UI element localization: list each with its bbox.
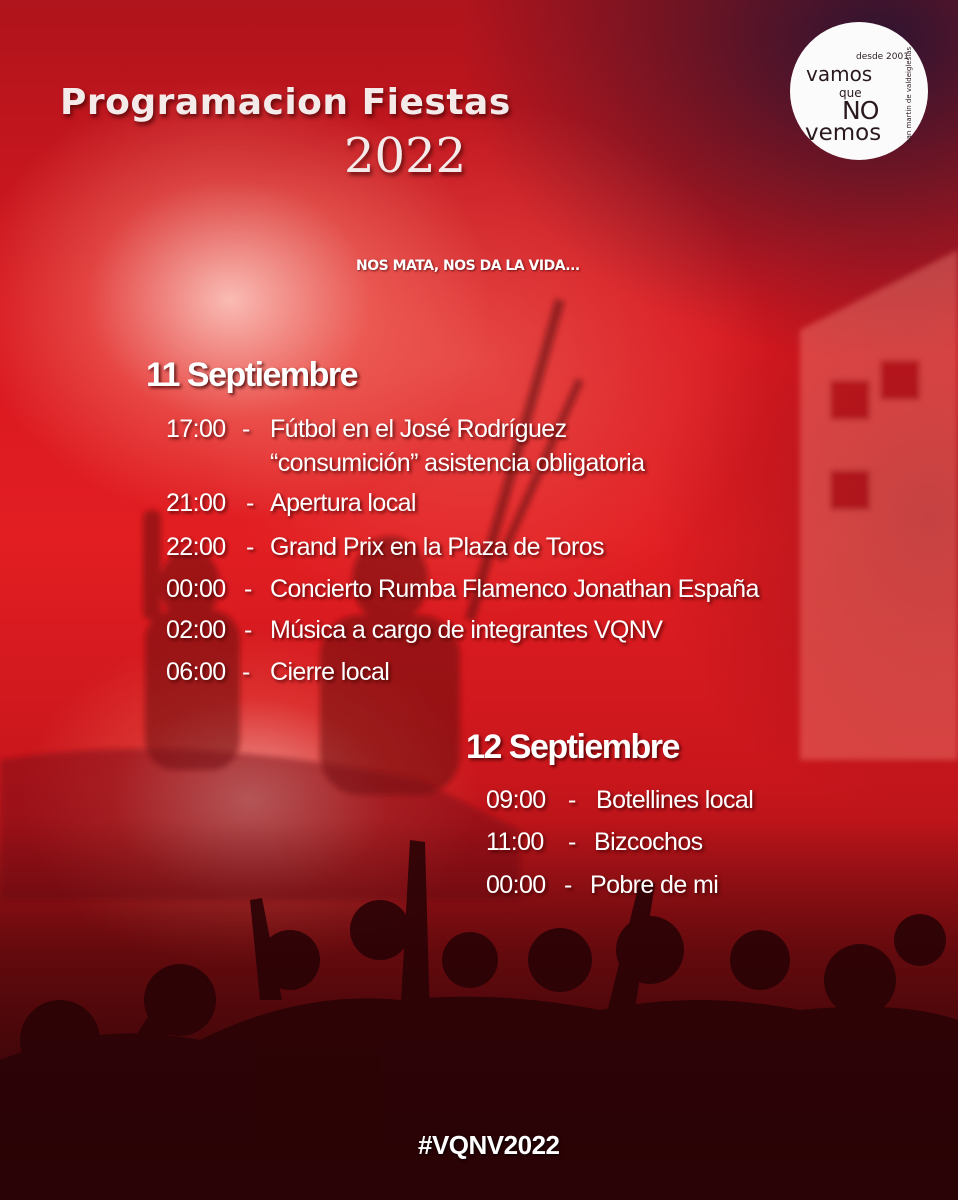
event-separator: - [568,786,576,814]
event-separator: - [568,828,576,856]
event-activity: Concierto Rumba Flamenco Jonathan España [270,575,759,603]
logo-place: san martin de valdeiglesias [905,46,913,143]
logo-word-que: que [839,86,862,100]
poster-year: 2022 [344,128,467,184]
event-activity: Apertura local [270,489,416,517]
event-separator: - [244,616,252,644]
event-activity-line-2: “consumición” asistencia obligatoria [270,449,645,477]
event-time: 21:00 [166,489,226,517]
day-title-12-septiembre: 12 Septiembre [466,728,679,766]
event-separator: - [244,575,252,603]
event-time: 06:00 [166,658,226,686]
event-time: 11:00 [486,828,544,856]
logo-since: desde 2001 [856,52,909,62]
poster-title: Programacion Fiestas [60,82,511,123]
day-title-11-septiembre: 11 Septiembre [146,356,358,394]
event-activity: Cierre local [270,658,390,686]
hashtag: #VQNV2022 [418,1130,560,1160]
event-separator: - [564,871,572,899]
event-time: 17:00 [166,415,226,443]
event-time: 00:00 [166,575,226,603]
event-separator: - [242,658,250,686]
event-activity: Botellines local [596,786,754,814]
event-activity: Fútbol en el José Rodríguez [270,415,567,443]
event-separator: - [246,533,254,561]
event-activity: Grand Prix en la Plaza de Toros [270,533,604,561]
event-activity: Música a cargo de integrantes VQNV [270,616,663,644]
logo-word-vemos: vemos [805,120,882,146]
event-activity: Pobre de mi [590,871,719,899]
vqnv-logo [790,22,928,160]
event-time: 09:00 [486,786,546,814]
logo-word-no: NO [842,96,879,125]
event-separator: - [242,415,250,443]
logo-word-vamos: vamos [806,62,873,86]
tagline: NOS MATA, NOS DA LA VIDA... [356,258,580,274]
event-time: 00:00 [486,871,546,899]
event-separator: - [246,489,254,517]
event-time: 22:00 [166,533,226,561]
event-time: 02:00 [166,616,226,644]
event-activity: Bizcochos [594,828,703,856]
